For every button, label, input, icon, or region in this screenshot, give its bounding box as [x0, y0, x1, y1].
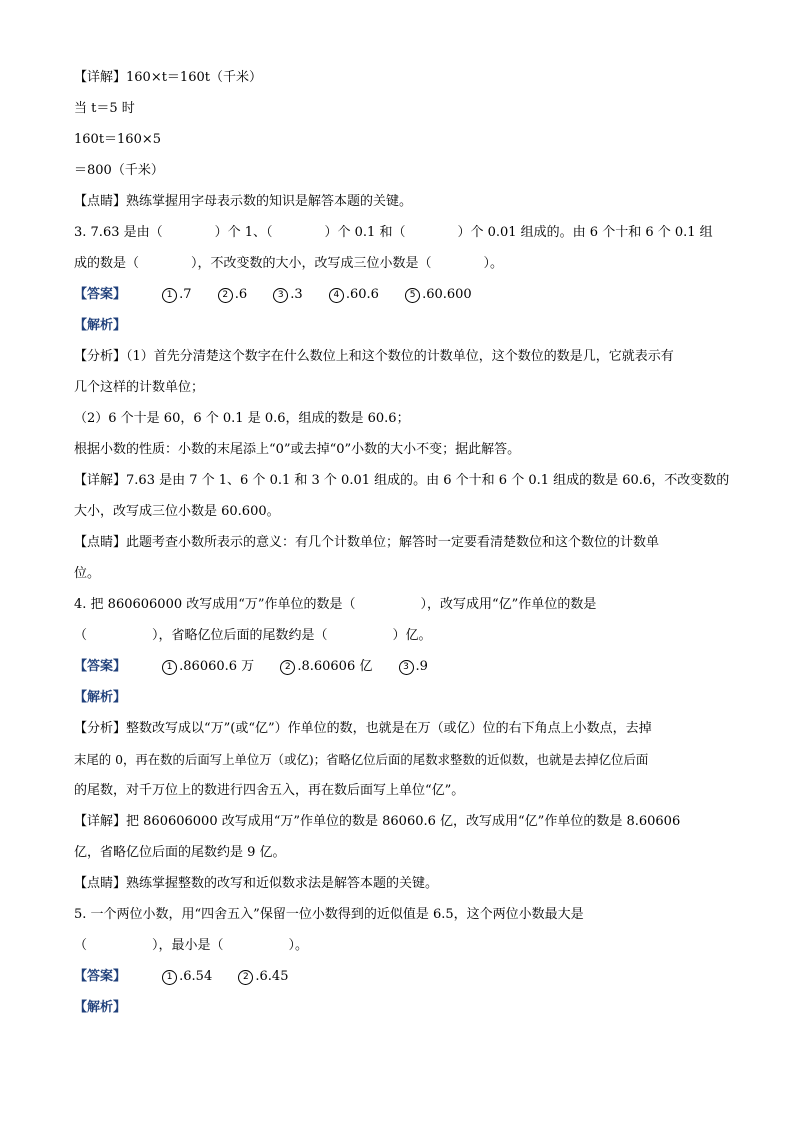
q3-detail-line-2: 大小，改写成三位小数是 60.600。	[74, 504, 280, 519]
q4-keypoint-line: 【点睛】熟练掌握整数的改写和近似数求法是解答本题的关键。	[74, 876, 439, 891]
detail-line-3: 160t＝160×5	[74, 132, 162, 147]
circled-number-4: 4	[329, 288, 344, 303]
q4-question-line-2: （ ），省略亿位后面的尾数约是（ ）亿。	[74, 628, 432, 643]
q4-analysis-line-1: 【分析】整数改写成以“万”(或“亿”）作单位的数，也就是在万（或亿）位的右下角点上小数点，去掉	[74, 721, 652, 736]
circled-number-2: 2	[238, 970, 253, 985]
q4-analysis-line-3: 的尾数，对千万位上的数进行四舍五入，再在数后面写上单位“亿”。	[74, 783, 465, 798]
q3-question-line-2: 成的数是（ ），不改变数的大小，改写成三位小数是（ ）。	[74, 256, 504, 271]
q4-analysis-line-2: 末尾的 0，再在数的后面写上单位万（或亿)；省略亿位后面的尾数求整数的近似数，也就是去掉亿位后面	[74, 752, 649, 767]
detail-line-2: 当 t＝5 时	[74, 101, 135, 116]
circled-number-1: 1	[162, 660, 177, 675]
circled-number-3: 3	[399, 660, 414, 675]
key-point-line	[74, 186, 724, 217]
q3-detail-line-1: 【详解】7.63 是由 7 个 1、6 个 0.1 和 3 个 0.01 组成的。由 6 个十和 6 个 0.1 组成的数是 60.6，不改变数的	[74, 473, 730, 488]
q3-answer-1: 1 .7	[162, 279, 191, 310]
q3-answer-5: 5 .60.600	[405, 279, 472, 310]
q4-detail-line-1: 【详解】把 860606000 改写成用“万”作单位的数是 86060.6 亿，改写成用“亿”作单位的数是 8.60606	[74, 814, 681, 829]
q3-question-line-1: 3. 7.63 是由（ ）个 1、（ ）个 0.1 和（ ）个 0.01 组成的。由 6 个十和 6 个 0.1 组	[74, 225, 713, 240]
detail-tag: 【详解】	[74, 814, 127, 829]
q5-answer-tag: 【答案】	[74, 969, 127, 984]
q3-analysis-line-2: 几个这样的计数单位；	[74, 380, 205, 395]
q3-keypoint-line-1: 【点睛】此题考查小数所表示的意义：有几个计数单位；解答时一定要看清楚数位和这个数位的计数单	[74, 535, 660, 550]
q3-answer-4: 4 .60.6	[329, 279, 379, 310]
q4-answer-tag: 【答案】	[74, 659, 127, 674]
circled-number-2: 2	[280, 660, 295, 675]
detail-tag: 【详解】	[74, 473, 127, 488]
q4-answer-3: 3 .9	[399, 651, 428, 682]
q3-answer-line	[74, 279, 724, 310]
q5-question-line-1: 5. 一个两位小数，用“四舍五入”保留一位小数得到的近似值是 6.5，这个两位小数最大是	[74, 907, 584, 922]
key-point-tag: 【点睛】	[74, 194, 127, 209]
q4-answer-1: 1 .86060.6 万	[162, 651, 254, 682]
analysis-tag: 【分析】	[74, 721, 127, 736]
q3-answer-tag: 【答案】	[74, 287, 127, 302]
q5-question-line-2: （ ），最小是（ ）。	[74, 938, 309, 953]
q5-answer-line	[74, 961, 724, 992]
key-point-text: 熟练掌握用字母表示数的知识是解答本题的关键。	[126, 194, 413, 209]
document-page	[74, 62, 730, 1023]
circled-number-2: 2	[218, 288, 233, 303]
key-point-tag: 【点睛】	[74, 535, 127, 550]
q4-question-line-1: 4. 把 860606000 改写成用“万”作单位的数是（ ），改写成用“亿”作单位的数是	[74, 597, 597, 612]
circled-number-3: 3	[273, 288, 288, 303]
q5-answer-2: 2 .6.45	[238, 961, 288, 992]
q3-answer-2: 2 .6	[218, 279, 247, 310]
q3-analysis-line-4: 根据小数的性质：小数的末尾添上“0”或去掉“0”小数的大小不变；据此解答。	[74, 442, 521, 457]
analysis-tag: 【分析】	[74, 349, 127, 364]
q3-analysis-line-3: （2）6 个十是 60，6 个 0.1 是 0.6，组成的数是 60.6；	[74, 411, 410, 426]
q4-detail-line-2: 亿，省略亿位后面的尾数约是 9 亿。	[74, 845, 286, 860]
q4-answer-line	[74, 651, 724, 682]
key-point-tag: 【点睛】	[74, 876, 127, 891]
detail-line-4: ＝800（千米）	[74, 163, 164, 178]
detail-line-1: 【详解】160×t＝160t（千米）	[74, 70, 262, 85]
circled-number-1: 1	[162, 288, 177, 303]
q5-analysis-heading: 【解析】	[74, 1000, 127, 1015]
q4-answer-2: 2 .8.60606 亿	[280, 651, 372, 682]
q3-analysis-line-1: 【分析】（1）首先分清楚这个数字在什么数位上和这个数位的计数单位，这个数位的数是几，它就表示有	[74, 349, 674, 364]
q3-answer-3: 3 .3	[273, 279, 302, 310]
circled-number-5: 5	[405, 288, 420, 303]
q4-analysis-heading: 【解析】	[74, 690, 127, 705]
q5-answer-1: 1 .6.54	[162, 961, 212, 992]
q3-analysis-heading: 【解析】	[74, 318, 127, 333]
q3-keypoint-line-2: 位。	[74, 566, 101, 581]
circled-number-1: 1	[162, 970, 177, 985]
